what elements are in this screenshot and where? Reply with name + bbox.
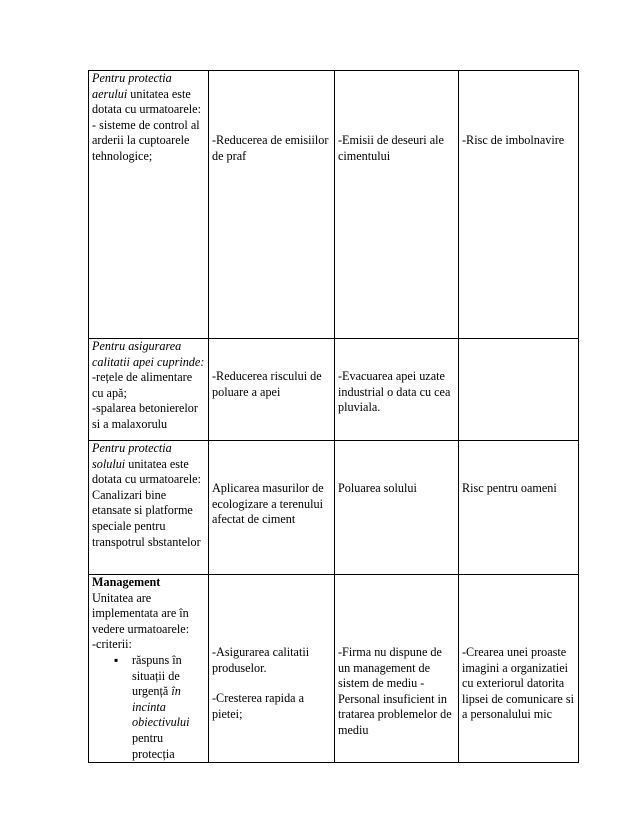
table-row-management xyxy=(89,575,579,763)
air-impact-text: -Emisii de deseuri ale cimentului xyxy=(338,133,444,163)
water-impact-text: -Evacuarea apei uzate industrial o data cu cea pluviala. xyxy=(338,369,451,415)
soil-risk-text: Risc pentru oameni xyxy=(462,481,557,495)
cell-management-risk xyxy=(459,575,579,763)
management-intro: Unitatea are implementata are în vedere urmatoarele: xyxy=(92,590,190,636)
management-heading: Management xyxy=(92,575,161,589)
air-benefit-text: -Reducerea de emisiilor de praf xyxy=(212,133,329,163)
criteria-list xyxy=(92,653,205,762)
table-row-air xyxy=(89,71,579,339)
soil-intro: unitatea este dotata cu urmatoarele: xyxy=(92,456,201,487)
criteria-label: -criterii: xyxy=(92,637,132,652)
cell-air-benefit xyxy=(209,71,335,339)
cell-water-risk xyxy=(459,339,579,441)
water-item-supply: -rețele de alimentare cu apă; xyxy=(92,370,193,400)
water-item-washing: -spalarea betonierelor si a malaxorulu xyxy=(92,401,198,431)
environmental-impact-table xyxy=(88,70,579,763)
management-benefit-quality: -Asigurarea calitatii produselor. xyxy=(212,645,310,675)
criteria-text: răspuns în situații de urgență xyxy=(132,652,182,699)
air-heading: Pentru protectia aerului xyxy=(92,71,172,101)
cell-management-measures xyxy=(89,575,209,763)
table-row-water xyxy=(89,339,579,441)
cell-soil-benefit xyxy=(209,441,335,575)
air-measure-item: - sisteme de control al arderii la cuptoarele tehnologice; xyxy=(92,117,200,163)
air-risk-text: -Risc de imbolnavire xyxy=(462,133,565,147)
criteria-bullet-item xyxy=(118,653,205,762)
management-impact-text: -Firma nu dispune de un management de sistem de mediu -Personal insuficient in tratarea problemelor de mediu xyxy=(338,645,452,737)
air-intro: unitatea este dotata cu urmatoarele: xyxy=(92,86,201,117)
cell-management-impact xyxy=(335,575,459,763)
soil-impact-text: Poluarea solului xyxy=(338,481,417,495)
cell-air-measures xyxy=(89,71,209,339)
soil-benefit-text: Aplicarea masurilor de ecologizare a terenului afectat de ciment xyxy=(212,481,324,527)
criteria-italic-text: în incinta obiectivului xyxy=(132,684,190,730)
cell-water-impact xyxy=(335,339,459,441)
cell-water-benefit xyxy=(209,339,335,441)
management-risk-text: -Crearea unei proaste imagini a organizatiei cu exteriorul datorita lipsei de comunicare si a personalului mic xyxy=(462,645,575,722)
soil-measure-item: Canalizari bine etansate si platforme speciale pentru transpotrul sbstantelor xyxy=(92,487,201,549)
cell-soil-impact xyxy=(335,441,459,575)
water-benefit-text: -Reducerea riscului de poluare a apei xyxy=(212,369,322,399)
cell-air-risk xyxy=(459,71,579,339)
cell-management-benefit xyxy=(209,575,335,763)
water-heading: Pentru asigurarea calitatii apei cuprinde: xyxy=(92,339,205,369)
table-row-soil xyxy=(89,441,579,575)
cell-water-measures xyxy=(89,339,209,441)
criteria-tail-text: pentru protecția xyxy=(132,730,175,761)
management-benefit-market: -Cresterea rapida a pietei; xyxy=(212,691,305,721)
cell-air-impact xyxy=(335,71,459,339)
cell-soil-risk xyxy=(459,441,579,575)
cell-soil-measures xyxy=(89,441,209,575)
soil-heading: Pentru protectia solului xyxy=(92,441,172,471)
